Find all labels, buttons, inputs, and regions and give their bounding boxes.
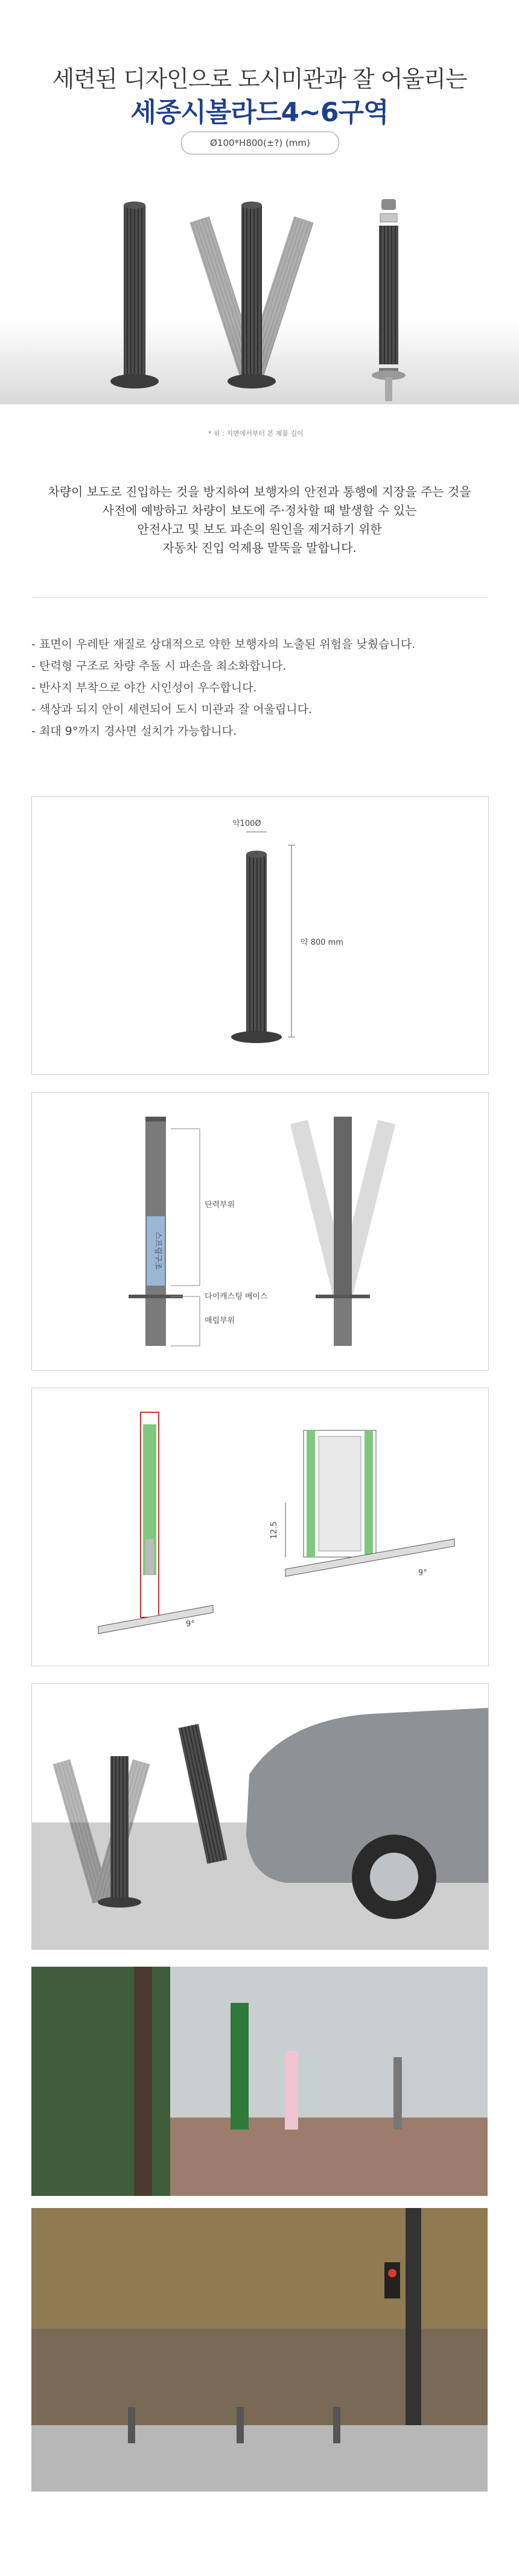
slope-installation-panel <box>31 1388 489 1666</box>
description-line: 자동차 진입 억제용 말뚝을 말합니다. <box>162 541 357 555</box>
feature-list <box>31 633 490 742</box>
divider <box>31 597 488 598</box>
feature-item: - 반사지 부착으로 야간 시인성이 우수합니다. <box>31 681 257 694</box>
description-line: 사전에 예방하고 차량이 보도에 주·정차할 때 발생할 수 있는 <box>102 503 417 518</box>
description-line: 안전사고 및 보도 파손의 원인을 제거하기 위한 <box>137 522 382 536</box>
slope-dimension: 12.5 <box>270 1521 279 1539</box>
spec-badge: Ø100*H800(±?) (mm) <box>181 132 339 154</box>
spring-tag: 스프링구조 <box>153 1231 162 1270</box>
street-photo-autumn <box>31 2208 488 2492</box>
feature-item: - 색상과 되지 안이 세련되어 도시 미관과 잘 어울립니다. <box>31 703 313 716</box>
elastic-label: 탄력부위 <box>205 1201 235 1210</box>
headline: 세련된 디자인으로 도시미관과 잘 어울리는 <box>52 66 467 92</box>
buried-label: 매립부위 <box>205 1316 235 1325</box>
car-impact-illustration <box>31 1683 489 1950</box>
feature-item: - 탄력형 구조로 차량 추돌 시 파손을 최소화합니다. <box>31 659 287 673</box>
product-name: 세종시볼라드4~6구역 <box>130 97 389 128</box>
feature-item: - 최대 9°까지 경사면 설치가 가능합니다. <box>31 725 237 738</box>
description-line: 차량이 보도로 진입하는 것을 방지하여 보행자의 안전과 통행에 지장을 주는 것을 <box>48 484 471 499</box>
dimension-diagram-panel <box>31 796 489 1075</box>
hero-bollards-image <box>0 169 519 422</box>
slope-angle-left: 9° <box>186 1620 195 1629</box>
height-label: 약 800 mm <box>301 938 343 947</box>
structure-diagram-panel <box>31 1092 489 1371</box>
street-photo-family <box>31 1967 488 2196</box>
feature-item: - 표면이 우레탄 재질로 상대적으로 약한 보행자의 노출된 위험을 낮췄습니다. <box>31 638 416 651</box>
hero-footnote: * 위 : 지면에서부터 본 제품 길이 <box>208 430 304 437</box>
slope-angle-right: 9° <box>418 1569 427 1578</box>
diameter-label: 약100Ø <box>232 819 261 828</box>
product-description <box>0 483 519 557</box>
base-label: 다이캐스팅 베이스 <box>205 1292 268 1301</box>
